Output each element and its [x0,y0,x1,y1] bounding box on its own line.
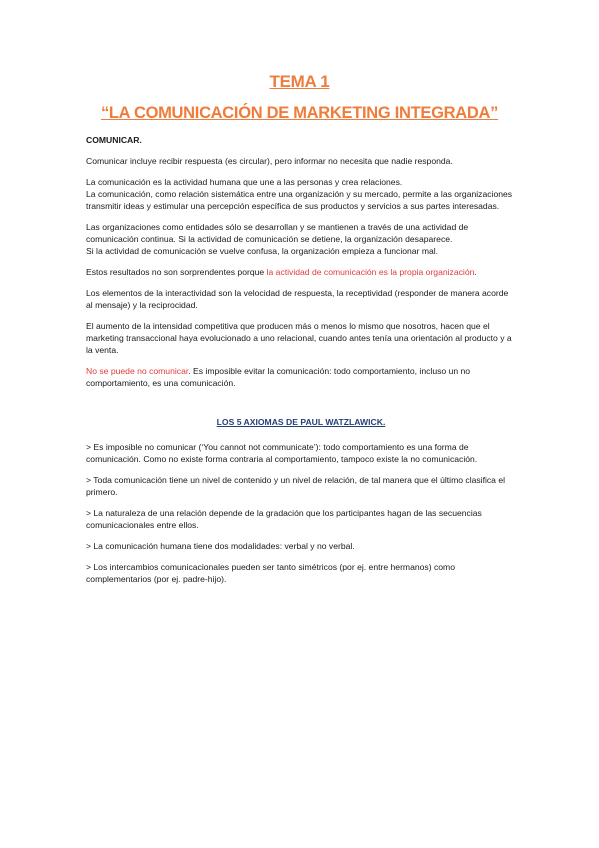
paragraph-7-text: . Es imposible evitar la comunicación: todo comportamiento, incluso un no comportamiento, es una comunicación. [86,366,471,388]
paragraph-7 [86,365,516,389]
paragraph-1: Comunicar incluye recibir respuesta (es circular), pero informar no necesita que nadie responda. [86,156,453,166]
axioms-heading: LOS 5 AXIOMAS DE PAUL WATZLAWICK. [216,417,386,427]
paragraph-7-highlight: No se puede no comunicar [86,366,189,376]
paragraph-3-line-1: Las organizaciones como entidades sólo se desarrollan y se mantienen a través de una actividad de comunicación continua. Si la actividad de comunicación se detiene, la organización desaparece. [86,222,469,244]
axiom-item: > La naturaleza de una relación depende de la gradación que los participantes hagan de las secuencias comunicacionales entre ellos. [86,508,482,530]
axiom-item: > Es imposible no comunicar (‘You cannot not communicate’): todo comportamiento es una forma de comunicación. Como no existe forma contraria al comportamiento, tampoco existe la no comunicación. [86,442,478,464]
document-subtitle: “LA COMUNICACIÓN DE MARKETING INTEGRADA” [100,104,499,122]
paragraph-2-line-1: La comunicación es la actividad humana que une a las personas y crea relaciones. [86,177,403,187]
axiom-item: > Los intercambios comunicacionales pueden ser tanto simétricos (por ej. entre hermanos) como complementarios (por ej. padre-hijo). [86,562,455,584]
axiom-item: > La comunicación humana tiene dos modalidades: verbal y no verbal. [86,541,355,551]
paragraph-6: El aumento de la intensidad competitiva que producen más o menos lo mismo que nosotros, hacen que el marketing transaccional haya evolucionado a uno relacional, cuando antes tenía una orientación al producto y a la venta. [86,321,512,355]
axiom-item: > Toda comunicación tiene un nivel de contenido y un nivel de relación, de tal manera que el último clasifica el primero. [86,475,506,497]
paragraph-4-end: . [474,267,477,277]
document-title: TEMA 1 [269,72,330,91]
paragraph-4 [86,266,516,278]
paragraph-2 [86,176,516,212]
paragraph-5: Los elementos de la interactividad son la velocidad de respuesta, la receptividad (responder de manera acorde al mensaje) y la reciprocidad. [86,288,509,310]
paragraph-3 [86,221,516,257]
paragraph-4-highlight: la actividad de comunicación es la propia organización [266,267,475,277]
document-body [86,134,516,594]
paragraph-4-text: Estos resultados no son sorprendentes porque [86,267,267,277]
section-heading: COMUNICAR. [86,135,142,145]
paragraph-3-line-2: Si la actividad de comunicación se vuelve confusa, la organización empieza a funcionar mal. [86,246,439,256]
paragraph-2-line-2: La comunicación, como relación sistemática entre una organización y su mercado, permite a las organizaciones transmitir ideas y estimular una percepción específica de sus productos y servicios a sus partes interesadas. [86,189,513,211]
